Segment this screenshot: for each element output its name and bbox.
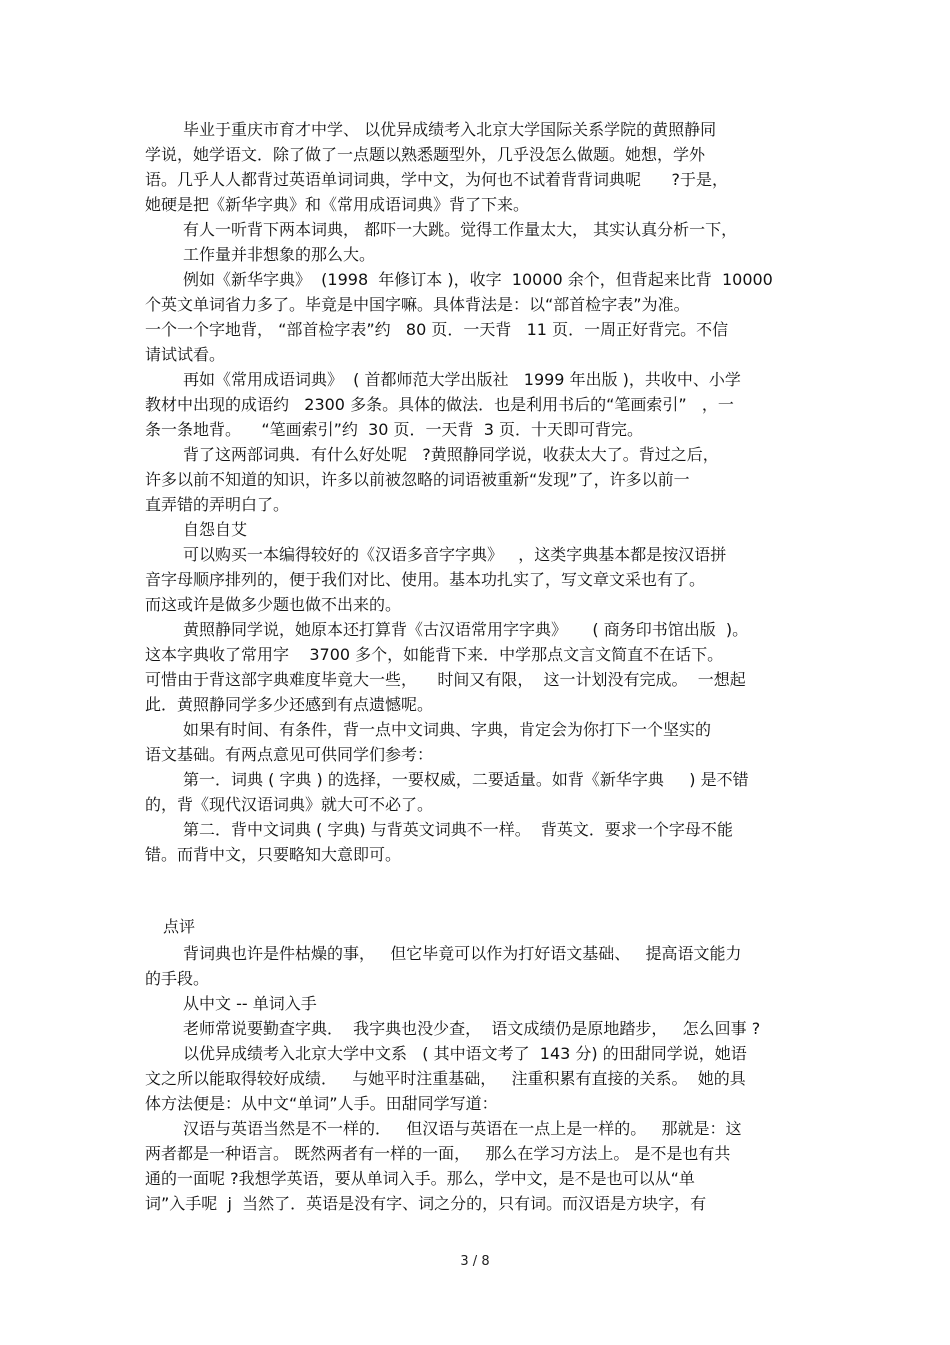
section-heading-comment: 点评 xyxy=(163,917,196,936)
text-line: 的手段。 xyxy=(145,969,210,988)
text-line: 直弄错的弄明白了。 xyxy=(145,495,290,514)
text-line: 可以购买一本编得较好的《汉语多音字字典》 ，这类字典基本都是按汉语拼 xyxy=(183,545,727,564)
text-line: 毕业于重庆市育才中学、 以优异成绩考入北京大学国际关系学院的黄照静同 xyxy=(183,120,717,139)
text-line: 背了这两部词典．有什么好处呢 ?黄照静同学说，收获太大了。背过之后， xyxy=(183,445,719,464)
text-line: 条一条地背。 “笔画索引”约 30 页．一天背 3 页．十天即可背完。 xyxy=(145,420,643,439)
text-line: 学说，她学语文．除了做了一点题以熟悉题型外，几乎没怎么做题。她想，学外 xyxy=(145,145,706,164)
text-line: 汉语与英语当然是不一样的． 但汉语与英语在一点上是一样的。 那就是：这 xyxy=(183,1119,742,1138)
text-line: 的，背《现代汉语词典》就大可不必了。 xyxy=(145,795,434,814)
text-line: 个英文单词省力多了。毕竟是中国字嘛。具体背法是：以“部首检字表”为准。 xyxy=(145,295,690,314)
text-line: 体方法便是：从中文“单词”人手。田甜同学写道： xyxy=(145,1094,498,1113)
text-line: 通的一面呢 ?我想学英语，要从单词入手。那么，学中文，是不是也可以从“单 xyxy=(145,1169,695,1188)
text-line: 她硬是把《新华字典》和《常用成语词典》背了下来。 xyxy=(145,195,530,214)
text-line: 这本字典收了常用字 3700 多个，如能背下来．中学那点文言文简直不在话下。 xyxy=(145,645,724,664)
text-line: 有人一听背下两本词典， 都吓一大跳。觉得工作量太大， 其实认真分析一下， xyxy=(183,220,738,239)
text-line: 一个一个字地背， “部首检字表”约 80 页．一天背 11 页．一周正好背完。不信 xyxy=(145,320,729,339)
text-line: 工作量并非想象的那么大。 xyxy=(183,245,376,264)
text-line: 而这或许是做多少题也做不出来的。 xyxy=(145,595,402,614)
text-line: 老师常说要勤查字典． 我字典也没少查， 语文成绩仍是原地踏步， 怎么回事 ? xyxy=(183,1019,761,1038)
text-line: 第一．词典 ( 字典 ) 的选择，一要权威，二要适量。如背《新华字典 ) 是不错 xyxy=(183,770,749,789)
text-line: 语文基础。有两点意见可供同学们参考： xyxy=(145,745,434,764)
text-line: 背词典也许是件枯燥的事， 但它毕竟可以作为打好语文基础、 提高语文能力 xyxy=(183,944,742,963)
text-line: 文之所以能取得较好成绩． 与她平时注重基础， 注重积累有直接的关系。 她的具 xyxy=(145,1069,746,1088)
text-line: 词”入手呢 j 当然了．英语是没有字、词之分的，只有词。而汉语是方块字，有 xyxy=(145,1194,707,1213)
subheading: 从中文 -- 单词入手 xyxy=(183,994,317,1013)
text-line: 教材中出现的成语约 2300 多条。具体的做法．也是利用书后的“笔画索引” ，一 xyxy=(145,395,734,414)
text-line: 可惜由于背这部字典难度毕竟大一些， 时间又有限， 这一计划没有完成。 一想起 xyxy=(145,670,746,689)
text-line: 两者都是一种语言。 既然两者有一样的一面， 那么在学习方法上。 是不是也有共 xyxy=(145,1144,731,1163)
page-number: 3 / 8 xyxy=(460,1254,490,1269)
text-line: 如果有时间、有条件，背一点中文词典、字典，肯定会为你打下一个坚实的 xyxy=(183,720,712,739)
text-line: 第二．背中文词典 ( 字典) 与背英文词典不一样。 背英文．要求一个字母不能 xyxy=(183,820,733,839)
text-line: 许多以前不知道的知识，许多以前被忽略的词语被重新“发现”了，许多以前一 xyxy=(145,470,690,489)
text-line: 错。而背中文，只要略知大意即可。 xyxy=(145,845,402,864)
text-line: 此．黄照静同学多少还感到有点遗憾呢。 xyxy=(145,695,434,714)
text-line: 请试试看。 xyxy=(145,345,226,364)
text-line: 黄照静同学说，她原本还打算背《古汉语常用字字典》 ( 商务印书馆出版 )。 xyxy=(183,620,749,639)
text-line: 以优异成绩考入北京大学中文系 ( 其中语文考了 143 分) 的田甜同学说，她语 xyxy=(183,1044,747,1063)
text-line: 音字母顺序排列的，便于我们对比、使用。基本功扎实了，写文章文采也有了。 xyxy=(145,570,706,589)
text-line: 语。几乎人人都背过英语单词词典，学中文，为何也不试着背背词典呢 ?于是， xyxy=(145,170,729,189)
text-line: 例如《新华字典》 (1998 年修订本 )，收字 10000 余个，但背起来比背 10000 xyxy=(183,270,773,289)
text-line: 再如《常用成语词典》 ( 首都师范大学出版社 1999 年出版 )，共收中、小学 xyxy=(183,370,741,389)
text-line: 自怨自艾 xyxy=(183,520,248,539)
